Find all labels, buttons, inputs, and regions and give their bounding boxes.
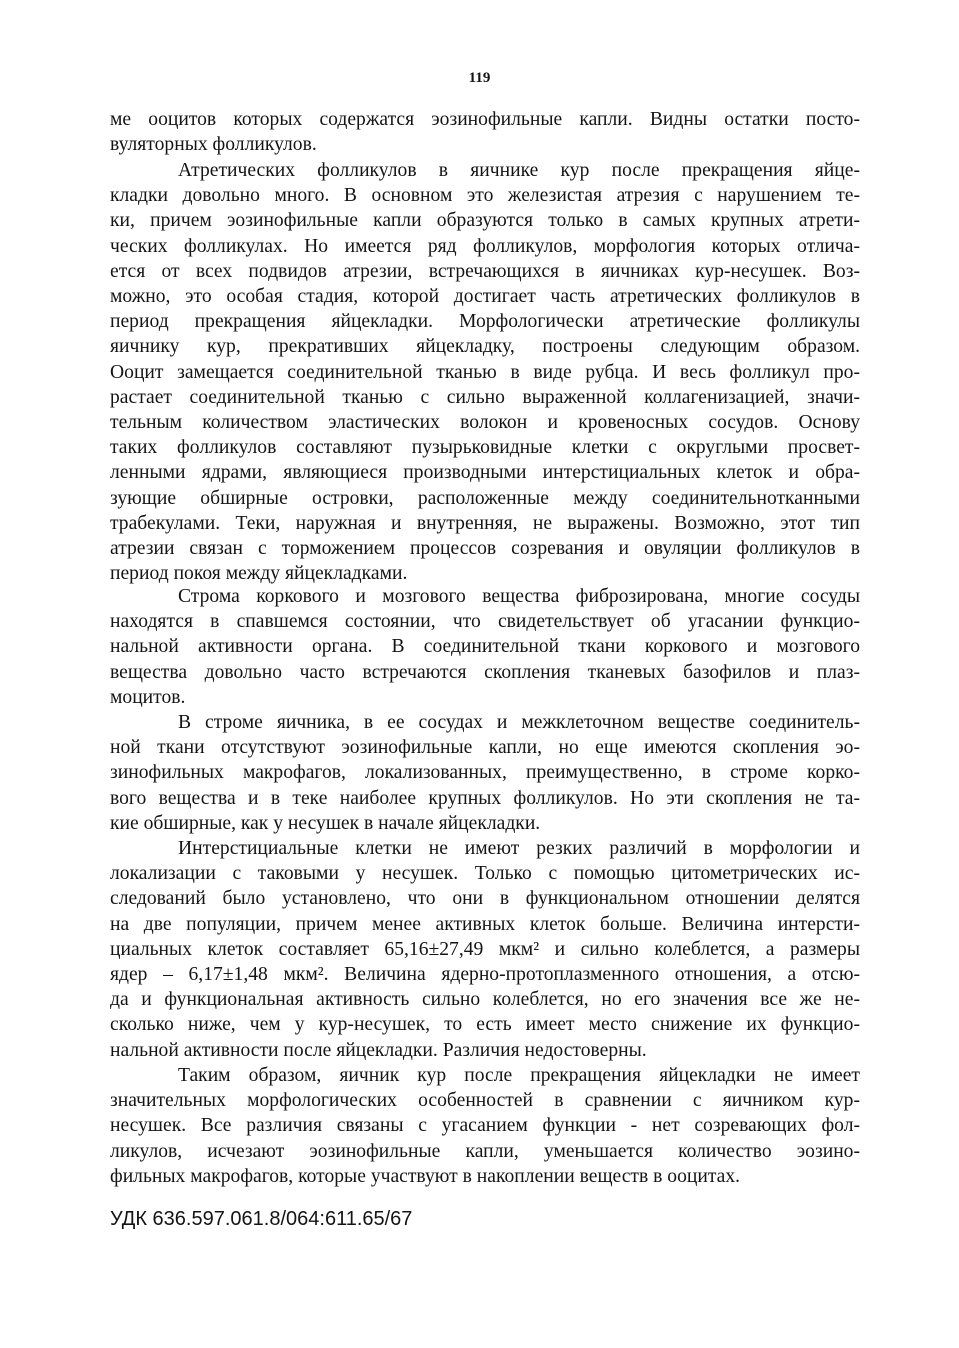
text-line: находятся в спавшемся состоянии, что свидетельствует об угасании функцио-: [110, 611, 860, 633]
text-line: на две популяции, причем менее активных клеток больше. Величина интерсти-: [110, 913, 860, 935]
text-line: яичнику кур, прекративших яйцекладку, построены следующим образом.: [110, 336, 860, 358]
text-line: растает соединительной тканью с сильно выраженной коллагенизацией, значи-: [110, 386, 860, 408]
text-line: атрезии связан с торможением процессов созревания и овуляции фолликулов в: [110, 538, 860, 560]
paragraph-1: [110, 107, 860, 157]
text-line: ликулов, исчезают эозинофильные капли, уменьшается количество эозино-: [110, 1140, 860, 1162]
text-line: зинофильных макрофагов, локализованных, преимущественно, в строме корко-: [110, 762, 860, 784]
text-line: несушек. Все различия связаны с угасанием функции - нет созревающих фол-: [110, 1115, 860, 1137]
text-line: нальной активности органа. В соединительной ткани коркового и мозгового: [110, 636, 860, 658]
paragraph-4: [110, 710, 860, 836]
text-line: период покоя между яйцекладками.: [110, 563, 408, 585]
text-line: нальной активности после яйцекладки. Различия недостоверны.: [110, 1039, 647, 1061]
text-line: В строме яичника, в ее сосудах и межклеточном веществе соединитель-: [178, 712, 860, 733]
text-line: трабекулами. Теки, наружная и внутренняя, не выражены. Возможно, этот тип: [110, 512, 860, 534]
text-line: кие обширные, как у несушек в начале яйцекладки.: [110, 812, 541, 834]
page-number: 119: [468, 70, 491, 86]
paragraph-6: [110, 1063, 860, 1189]
text-line: Интерстициальные клетки не имеют резких различий в морфологии и: [178, 838, 860, 859]
text-line: ленными ядрами, являющиеся производными интерстициальных клеток и обра-: [110, 462, 860, 484]
text-line: следований было установлено, что они в функциональном отношении делятся: [110, 888, 860, 910]
text-line: да и функциональная активность сильно колеблется, но его значения все же не-: [110, 989, 860, 1011]
text-line: тельным количеством эластических волокон и кровеносных сосудов. Основу: [110, 412, 860, 434]
text-line: ется от всех подвидов атрезии, встречающихся в яичниках кур-несушек. Воз-: [110, 260, 860, 282]
text-line: вуляторных фолликулов.: [110, 134, 317, 156]
text-line: кладки довольно много. В основном это железистая атрезия с нарушением те-: [110, 185, 860, 207]
paragraph-3: [110, 584, 860, 710]
paragraph-2: [110, 158, 860, 586]
text-line: зующие обширные островки, расположенные между соединительнотканными: [110, 487, 860, 509]
text-line: ядер – 6,17±1,48 мкм². Величина ядерно-протоплазменного отношения, а отсю-: [110, 964, 860, 986]
paragraph-5: [110, 836, 860, 1063]
text-line: ческих фолликулах. Но имеется ряд фолликулов, морфология которых отлича-: [110, 235, 860, 257]
text-line: сколько ниже, чем у кур-несушек, то есть имеет место снижение их функцио-: [110, 1014, 860, 1036]
udk-code: УДК 636.597.061.8/064:611.65/67: [110, 1208, 413, 1230]
text-line: ной ткани отсутствуют эозинофильные капли, но еще имеются скопления эо-: [110, 737, 860, 759]
text-line: Атретических фолликулов в яичнике кур после прекращения яйце-: [178, 160, 860, 181]
text-line: ки, причем эозинофильные капли образуются только в самых крупных атрети-: [110, 210, 860, 232]
text-line: период прекращения яйцекладки. Морфологически атретические фолликулы: [110, 311, 860, 333]
text-line: Таким образом, яичник кур после прекращения яйцекладки не имеет: [178, 1065, 860, 1086]
text-line: моцитов.: [110, 686, 186, 708]
text-line: можно, это особая стадия, которой достигает часть атретических фолликулов в: [110, 286, 860, 308]
text-line: вещества довольно часто встречаются скопления тканевых базофилов и плаз-: [110, 661, 860, 683]
text-line: ме ооцитов которых содержатся эозинофильные капли. Видны остатки посто-: [110, 109, 860, 130]
text-line: таких фолликулов составляют пузырьковидные клетки с округлыми просвет-: [110, 437, 860, 459]
text-line: вого вещества и в теке наиболее крупных фолликулов. Но эти скопления не та-: [110, 787, 860, 809]
text-line: локализации с таковыми у несушек. Только с помощью цитометрических ис-: [110, 863, 860, 885]
text-line: фильных макрофагов, которые участвуют в накоплении веществ в ооцитах.: [110, 1165, 741, 1187]
text-line: Строма коркового и мозгового вещества фиброзирована, многие сосуды: [178, 586, 860, 607]
text-line: Ооцит замещается соединительной тканью в виде рубца. И весь фолликул про-: [110, 361, 860, 383]
text-line: циальных клеток составляет 65,16±27,49 мкм² и сильно колеблется, а размеры: [110, 938, 860, 960]
text-line: значительных морфологических особенностей в сравнении с яичником кур-: [110, 1090, 860, 1112]
